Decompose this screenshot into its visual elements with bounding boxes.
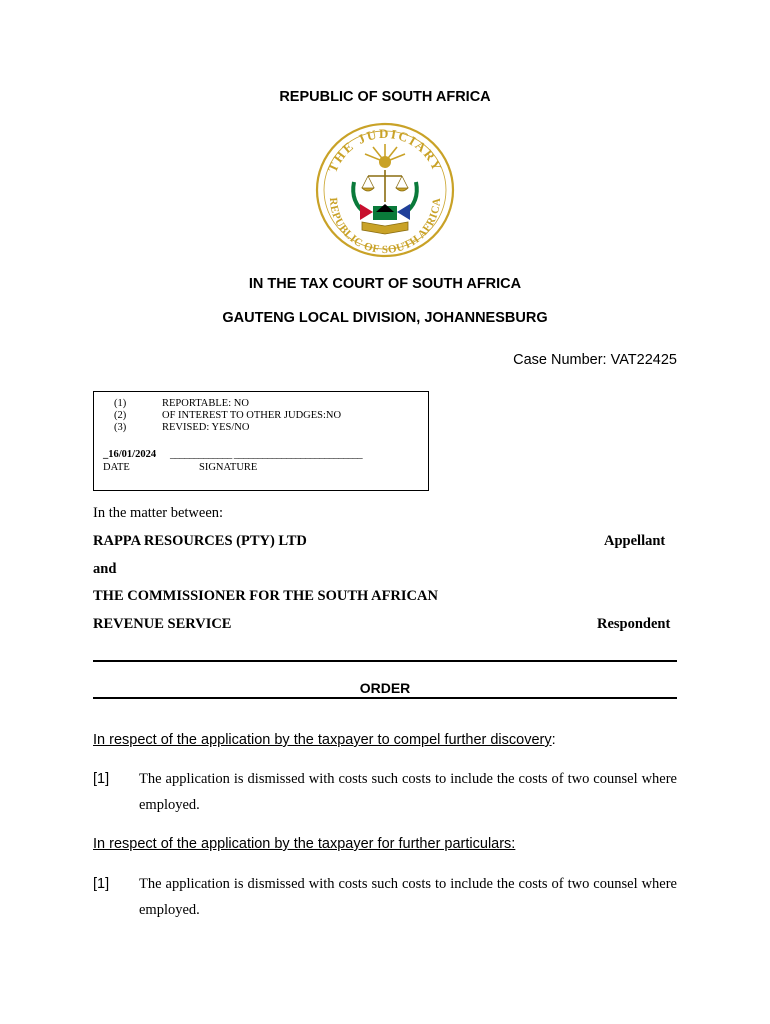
order-rule-top bbox=[93, 660, 677, 662]
court-division: GAUTENG LOCAL DIVISION, JOHANNESBURG bbox=[222, 310, 548, 326]
respondent-name-line1: THE COMMISSIONER FOR THE SOUTH AFRICAN bbox=[93, 588, 438, 604]
reportable-status-box bbox=[93, 391, 429, 491]
respondent-name-line2: REVENUE SERVICE bbox=[93, 616, 232, 632]
svg-text:THE JUDICIARY: THE JUDICIARY bbox=[324, 125, 446, 175]
case-number: Case Number: VAT22425 bbox=[513, 352, 677, 368]
country-heading: REPUBLIC OF SOUTH AFRICA bbox=[279, 89, 491, 105]
paragraph-number: [1] bbox=[93, 876, 110, 892]
court-name: IN THE TAX COURT OF SOUTH AFRICA bbox=[248, 276, 522, 292]
judiciary-seal-icon bbox=[310, 120, 460, 260]
judgment-date: _16/01/2024 bbox=[103, 449, 157, 460]
section-heading-discovery: In respect of the application by the taxpayer to compel further discovery: bbox=[93, 732, 556, 748]
order-rule-bottom bbox=[93, 697, 677, 699]
section-heading-particulars: In respect of the application by the taxpayer for further particulars: bbox=[93, 836, 516, 852]
matter-intro: In the matter between: bbox=[93, 505, 224, 521]
paragraph-number: [1] bbox=[93, 771, 110, 787]
appellant-role: Appellant bbox=[604, 533, 666, 549]
respondent-role: Respondent bbox=[597, 616, 671, 632]
signature-label: SIGNATURE bbox=[199, 462, 258, 473]
status-item-reportable: (1) REPORTABLE: NO bbox=[114, 398, 249, 409]
svg-text:REPUBLIC OF SOUTH AFRICA: REPUBLIC OF SOUTH AFRICA bbox=[326, 197, 444, 257]
status-item-interest: (2) OF INTEREST TO OTHER JUDGES:NO bbox=[114, 410, 342, 421]
status-item-revised: (3) REVISED: YES/NO bbox=[114, 422, 250, 433]
order-heading: ORDER bbox=[359, 680, 411, 696]
paragraph-text: The application is dismissed with costs such costs to include the costs of two counsel where employed. bbox=[139, 771, 677, 813]
party-conjunction: and bbox=[93, 561, 117, 577]
date-label: DATE bbox=[103, 462, 130, 473]
signature-line: _____________ ___________________________ bbox=[170, 449, 363, 460]
paragraph-text: The application is dismissed with costs such costs to include the costs of two counsel where employed. bbox=[139, 876, 677, 918]
appellant-name: RAPPA RESOURCES (PTY) LTD bbox=[93, 533, 307, 549]
